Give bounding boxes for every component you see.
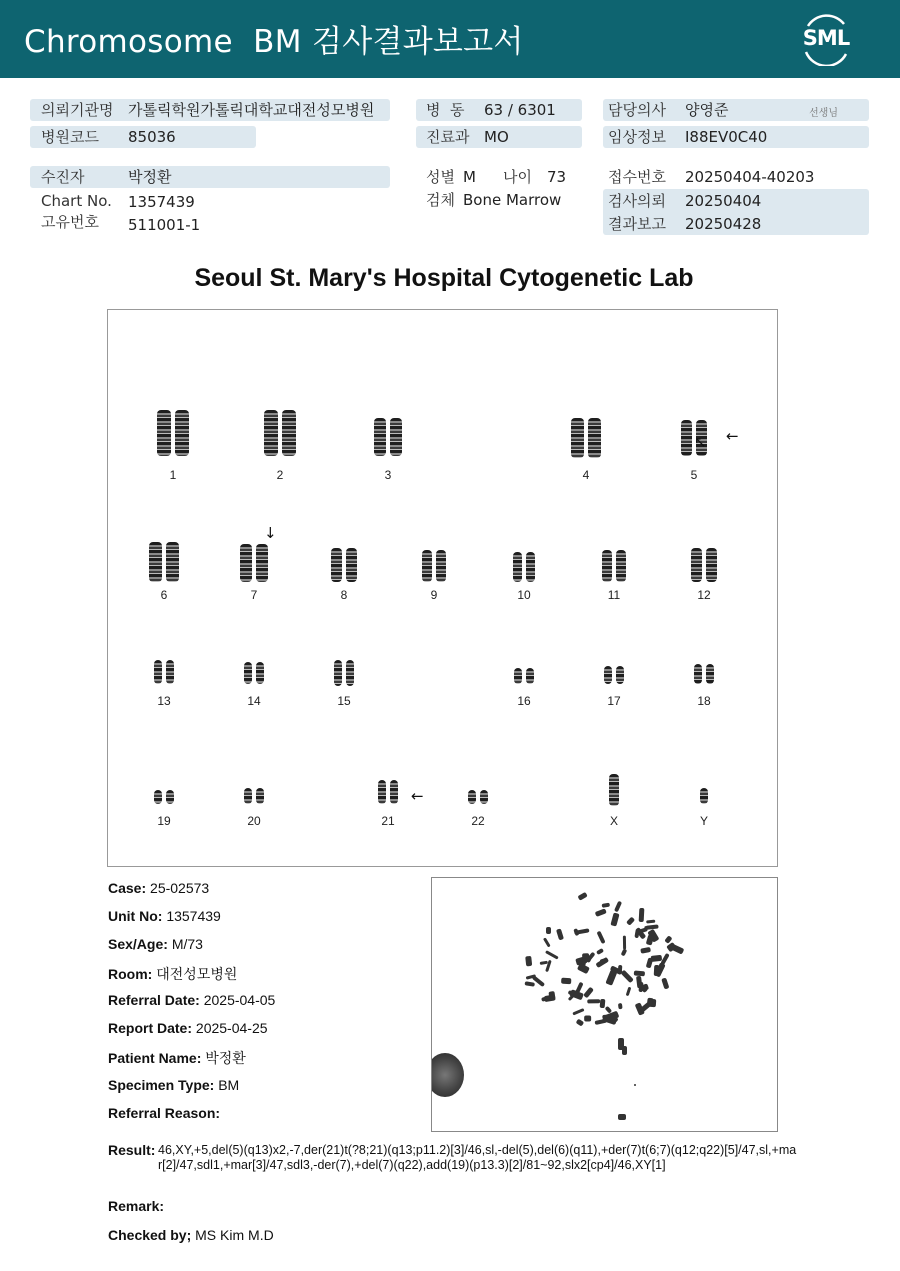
patient-value: 박정환 <box>128 168 172 186</box>
room-value: 대전성모병원 <box>156 966 238 982</box>
chromosome-label: 11 <box>607 588 621 602</box>
metaphase-chromosome <box>587 999 600 1003</box>
lab-title: Seoul St. Mary's Hospital Cytogenetic Lab <box>194 264 694 292</box>
interphase-nucleus <box>431 1053 464 1097</box>
metaphase-chromosome <box>625 917 634 926</box>
chromosome-label: 12 <box>697 588 711 602</box>
chromosome-label: 17 <box>607 694 621 708</box>
metaphase-chromosome <box>634 930 639 939</box>
referral-date-label: Referral Date: <box>108 992 200 1008</box>
metaphase-chromosome <box>596 957 609 968</box>
sml-logo <box>798 12 854 66</box>
chromosome <box>166 790 174 804</box>
sex-label: 성별 <box>426 168 455 186</box>
chromosome-label: 7 <box>250 588 258 602</box>
metaphase-chromosome <box>640 947 651 954</box>
metaphase-chromosome <box>575 1019 584 1027</box>
sex-value: M <box>463 168 476 186</box>
metaphase-chromosome <box>545 950 559 960</box>
chromosome-label: 21 <box>381 814 395 828</box>
unique-value: 511001-1 <box>128 216 201 234</box>
chromosome-label: Y <box>699 814 708 828</box>
unit-label: Unit No: <box>108 908 163 924</box>
metaphase-chromosome <box>661 977 669 989</box>
patient-name-value: 박정환 <box>205 1050 246 1066</box>
chromosome <box>691 548 702 582</box>
doctor-value: 양영준 <box>685 101 729 119</box>
metaphase-chromosome <box>561 978 571 985</box>
chromosome-label: 16 <box>517 694 531 708</box>
chromosome <box>244 788 252 804</box>
metaphase-chromosome <box>577 963 590 974</box>
metaphase-chromosome <box>646 920 656 924</box>
abnormality-arrow-icon: ← <box>411 787 424 805</box>
chromosome-label: 22 <box>471 814 485 828</box>
patient-name-line <box>108 1048 246 1068</box>
age-value: 73 <box>547 168 567 186</box>
chromosome <box>700 788 708 804</box>
metaphase-chromosome <box>622 1046 627 1055</box>
doctor-label: 담당의사 <box>608 101 666 119</box>
room-line <box>108 964 237 984</box>
chromosome <box>390 780 398 804</box>
metaphase-chromosome <box>578 891 589 900</box>
metaphase-chromosome <box>621 970 634 983</box>
chromosome <box>334 660 342 686</box>
metaphase-chromosome <box>596 931 605 944</box>
chromosome <box>166 660 174 684</box>
chromosome <box>616 550 626 582</box>
report-label: 결과보고 <box>608 215 666 233</box>
chromosome <box>244 662 252 684</box>
metaphase-chromosome <box>581 953 589 958</box>
referral-date-line <box>108 992 275 1008</box>
chromosome <box>681 420 692 456</box>
chromosome <box>706 548 717 582</box>
chromosome <box>149 542 162 582</box>
metaphase-chromosome <box>618 1114 626 1120</box>
hospital-code-label: 병원코드 <box>41 128 99 146</box>
report-date-label: Report Date: <box>108 1020 193 1036</box>
ward-value: 63 / 6301 <box>484 101 556 119</box>
chromosome <box>468 790 476 804</box>
metaphase-chromosome <box>621 948 628 956</box>
report-title: Chromosome BM 검사결과보고서 <box>24 24 524 60</box>
case-label: Case: <box>108 880 147 896</box>
abnormality-arrow-icon: ↓ <box>264 524 277 542</box>
receipt-value: 20250404-40203 <box>685 168 815 186</box>
chromosome <box>154 790 162 804</box>
patient-label: 수진자 <box>41 168 85 186</box>
report-header <box>0 0 900 78</box>
report-date-value: 2025-04-25 <box>195 1020 268 1036</box>
chromosome <box>374 418 386 456</box>
chromosome <box>706 664 714 684</box>
chromosome <box>331 548 342 582</box>
chromosome-label: 10 <box>517 588 531 602</box>
chromosome-label: 20 <box>247 814 261 828</box>
chromosome <box>157 410 171 456</box>
specimen-value: Bone Marrow <box>463 191 562 209</box>
chromosome <box>436 550 446 582</box>
chromosome <box>588 418 601 458</box>
chromosome-label: 2 <box>276 468 284 482</box>
metaphase-chromosome <box>543 938 551 948</box>
referral-reason-label: Referral Reason: <box>108 1105 221 1121</box>
chromosome-label: 13 <box>157 694 171 708</box>
specimen-label: 검체 <box>426 191 455 209</box>
metaphase-chromosome <box>639 908 645 922</box>
chart-value: 1357439 <box>128 193 195 211</box>
metaphase-chromosome <box>546 927 551 934</box>
specimen-type-line <box>108 1077 239 1093</box>
chromosome <box>616 666 624 684</box>
request-label: 검사의뢰 <box>608 192 666 210</box>
remark-line <box>108 1198 164 1214</box>
chromosome <box>154 660 162 684</box>
abnormality-arrow-icon: ← <box>726 427 739 445</box>
logo-text: SML <box>802 26 850 50</box>
institution-label: 의뢰기관명 <box>41 101 114 119</box>
chromosome <box>390 418 402 456</box>
chromosome <box>240 544 252 582</box>
patient-name-label: Patient Name: <box>108 1050 202 1066</box>
metaphase-chromosome <box>626 987 632 997</box>
case-line <box>108 880 209 896</box>
room-label: Room: <box>108 966 153 982</box>
dept-label: 진료과 <box>426 128 470 146</box>
metaphase-chromosome <box>573 1008 585 1016</box>
metaphase-chromosome <box>596 948 604 955</box>
chromosome-label: X <box>609 814 618 828</box>
chromosome <box>282 410 296 456</box>
chromosome <box>513 552 522 582</box>
chromosome-label: 14 <box>247 694 261 708</box>
metaphase-chromosome <box>601 903 609 908</box>
specimen-type-label: Specimen Type: <box>108 1077 215 1093</box>
chromosome-label: 15 <box>337 694 351 708</box>
metaphase-chromosome <box>641 983 649 991</box>
chromosome-label: 9 <box>430 588 438 602</box>
dept-value: MO <box>484 128 509 146</box>
metaphase-chromosome <box>634 1084 636 1086</box>
hospital-code-value: 85036 <box>128 128 176 146</box>
unique-label: 고유번호 <box>41 213 99 231</box>
report-date-line <box>108 1020 268 1036</box>
metaphase-chromosome <box>585 1015 592 1021</box>
referral-reason-line <box>108 1105 220 1121</box>
chromosome-label: 1 <box>169 468 177 482</box>
receipt-label: 접수번호 <box>608 168 666 186</box>
chromosome <box>526 668 534 684</box>
chromosome <box>422 550 432 582</box>
sexage-label: Sex/Age: <box>108 936 168 952</box>
chromosome <box>378 780 386 804</box>
request-value: 20250404 <box>685 192 762 210</box>
ward-label: 병 동 <box>426 101 465 119</box>
chromosome-label: 4 <box>582 468 590 482</box>
unit-value: 1357439 <box>166 908 221 924</box>
metaphase-chromosome <box>634 970 645 976</box>
case-value: 25-02573 <box>150 880 210 896</box>
institution-value: 가톨릭학원가톨릭대학교대전성모병원 <box>128 101 375 119</box>
metaphase-chromosome <box>654 965 659 976</box>
chromosome <box>256 662 264 684</box>
chromosome <box>526 552 535 582</box>
metaphase-chromosome <box>594 908 607 917</box>
metaphase-chromosome <box>610 912 619 926</box>
metaphase-chromosome <box>661 953 670 965</box>
chromosome <box>571 418 584 458</box>
remark-label: Remark: <box>108 1198 165 1214</box>
age-label: 나이 <box>503 168 532 186</box>
sexage-line <box>108 936 203 952</box>
result-value: 46,XY,+5,del(5)(q13)x2,-7,der(21)t(?8;21)(q13;p11.2)[3]/46,sl,-del(5),del(6)(q11),+der(7)t(6;7)(q12;q22)[5]/47,sl,+mar[2]/47,sdl1,+mar[3]/47,sdl3,-der(7),+del(7)(q22),add(19)(p13.3)[2]/81~92,slx2[cp4]/46,XY[1] <box>158 1143 797 1172</box>
chromosome-label: 19 <box>157 814 171 828</box>
metaphase-chromosome <box>617 1003 622 1010</box>
chromosome <box>175 410 189 456</box>
clinical-value: I88EV0C40 <box>685 128 768 146</box>
chromosome <box>514 668 522 684</box>
sexage-value: M/73 <box>171 936 203 952</box>
chromosome <box>604 666 612 684</box>
referral-date-value: 2025-04-05 <box>203 992 276 1008</box>
metaphase-image <box>431 877 778 1132</box>
karyotype-image <box>107 309 778 867</box>
chromosome <box>264 410 278 456</box>
doctor-suffix: 선생님 <box>809 108 838 119</box>
metaphase-chromosome <box>599 999 605 1008</box>
chart-label: Chart No. <box>41 192 112 210</box>
chromosome-label: 3 <box>384 468 392 482</box>
metaphase-chromosome <box>645 924 658 930</box>
chromosome <box>166 542 179 582</box>
chromosome <box>602 550 612 582</box>
chromosome-label: 5 <box>690 468 698 482</box>
chromosome <box>694 664 702 684</box>
metaphase-chromosome <box>557 929 564 941</box>
specimen-type-value: BM <box>218 1077 240 1093</box>
chromosome <box>256 544 268 582</box>
chromosome <box>256 788 264 804</box>
chromosome <box>609 774 619 806</box>
metaphase-chromosome <box>525 981 535 986</box>
chromosome <box>346 660 354 686</box>
abnormality-arrow-icon: ↖ <box>694 433 707 451</box>
metaphase-chromosome <box>595 1019 607 1025</box>
checked-label: Checked by; <box>108 1227 192 1243</box>
metaphase-chromosome <box>583 987 594 999</box>
unit-line <box>108 908 221 924</box>
chromosome <box>480 790 488 804</box>
clinical-label: 임상정보 <box>608 128 666 146</box>
metaphase-chromosome <box>645 934 654 945</box>
chromosome <box>346 548 357 582</box>
metaphase-chromosome <box>614 900 622 912</box>
checked-value: MS Kim M.D <box>195 1227 274 1243</box>
checked-line <box>108 1227 274 1243</box>
chromosome-label: 8 <box>340 588 348 602</box>
metaphase-chromosome <box>525 956 532 967</box>
chromosome-label: 6 <box>160 588 168 602</box>
report-value: 20250428 <box>685 215 762 233</box>
chromosome-label: 18 <box>697 694 711 708</box>
result-label: Result: <box>108 1142 156 1158</box>
